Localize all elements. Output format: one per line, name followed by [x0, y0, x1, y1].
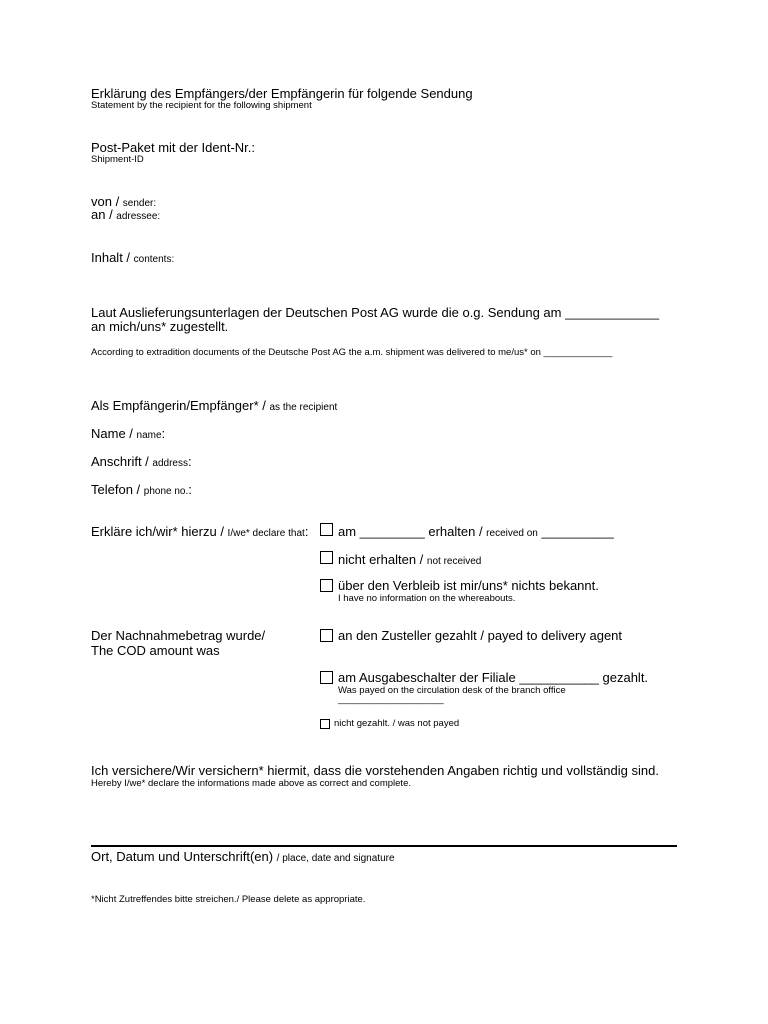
address-label-en: address: [152, 458, 188, 469]
cod-branch-office-en: Was payed on the circulation desk of the branch office: [338, 685, 566, 696]
cod-delivery-agent-checkbox[interactable]: [320, 629, 333, 642]
phone-label-de: Telefon /: [91, 482, 144, 497]
not-received-checkbox[interactable]: [320, 551, 333, 564]
received-on-option: [338, 523, 614, 541]
cod-branch-office-blank: ____________________: [338, 694, 444, 705]
phone-colon: :: [188, 482, 192, 497]
contents-label: [91, 249, 174, 267]
not-received-de: nicht erhalten /: [338, 552, 427, 567]
signature-label-en: / place, date and signature: [276, 853, 395, 864]
parcel-id-label-en: Shipment-ID: [91, 154, 144, 165]
signature-line: [91, 845, 677, 847]
delivery-text-line2: an mich/uns* zugestellt.: [91, 319, 229, 334]
received-on-de: am _________ erhalten /: [338, 524, 487, 539]
cod-label-en: The COD amount was: [91, 643, 220, 658]
form-title: Erklärung des Empfängers/der Empfängerin für folgende Sendung: [91, 86, 473, 101]
footnote: *Nicht Zutreffendes bitte streichen./ Please delete as appropriate.: [91, 894, 366, 905]
delivery-text-en: According to extradition documents of the Deutsche Post AG the a.m. shipment was delivered to me/us* on _____________: [91, 347, 613, 358]
received-on-blank: __________: [537, 524, 614, 539]
name-label-de: Name /: [91, 426, 137, 441]
assurance-text-de: Ich versichere/Wir versichern* hiermit, dass die vorstehenden Angaben richtig und vollständig sind.: [91, 763, 659, 778]
parcel-id-label: Post-Paket mit der Ident-Nr.:: [91, 140, 256, 155]
cod-branch-office-checkbox[interactable]: [320, 671, 333, 684]
whereabouts-unknown-en: I have no information on the whereabouts.: [338, 593, 516, 604]
cod-label-de: Der Nachnahmebetrag wurde/: [91, 628, 266, 643]
recipient-address-label: [91, 453, 192, 471]
not-received-option: [338, 551, 481, 569]
recipient-phone-label: [91, 481, 192, 499]
sender-label-de: von /: [91, 194, 123, 209]
recipient-heading-de: Als Empfängerin/Empfänger* /: [91, 398, 270, 413]
recipient-heading: [91, 397, 337, 415]
contents-label-de: Inhalt /: [91, 250, 134, 265]
cod-not-paid-option: nicht gezahlt. / was not payed: [334, 718, 460, 729]
recipient-name-label: [91, 425, 165, 443]
signature-label-de: Ort, Datum und Unterschrift(en): [91, 849, 277, 864]
name-colon: :: [161, 426, 166, 441]
declare-label-en: I/we* declare that: [227, 528, 305, 539]
assurance-text-en: Hereby I/we* declare the informations made above as correct and complete.: [91, 778, 411, 789]
signature-label: [91, 848, 395, 866]
address-label-de: Anschrift /: [91, 454, 153, 469]
addressee-label: [91, 206, 160, 224]
sender-label-en: sender:: [122, 198, 157, 209]
phone-label-en: phone no.: [143, 486, 189, 497]
declare-label: [91, 523, 308, 541]
cod-delivery-agent-option: an den Zusteller gezahlt / payed to delivery agent: [338, 628, 623, 643]
received-on-en: received on: [486, 528, 538, 539]
address-colon: :: [188, 454, 192, 469]
not-received-en: not received: [426, 556, 482, 567]
addressee-label-en: adressee:: [116, 211, 161, 222]
form-title-en: Statement by the recipient for the following shipment: [91, 100, 312, 111]
delivery-text-line1: Laut Auslieferungsunterlagen der Deutschen Post AG wurde die o.g. Sendung am _____________: [91, 305, 660, 320]
received-on-checkbox[interactable]: [320, 523, 333, 536]
declare-colon: :: [304, 524, 309, 539]
whereabouts-unknown-de: über den Verbleib ist mir/uns* nichts bekannt.: [338, 578, 599, 593]
contents-label-en: contents:: [133, 254, 175, 265]
cod-not-paid-checkbox[interactable]: [320, 719, 330, 729]
addressee-label-de: an /: [91, 207, 117, 222]
whereabouts-unknown-checkbox[interactable]: [320, 579, 333, 592]
recipient-heading-en: as the recipient: [269, 402, 338, 413]
cod-branch-office-option: am Ausgabeschalter der Filiale ___________ gezahlt.: [338, 670, 649, 685]
declare-label-de: Erkläre ich/wir* hierzu /: [91, 524, 228, 539]
name-label-en: name: [136, 430, 162, 441]
